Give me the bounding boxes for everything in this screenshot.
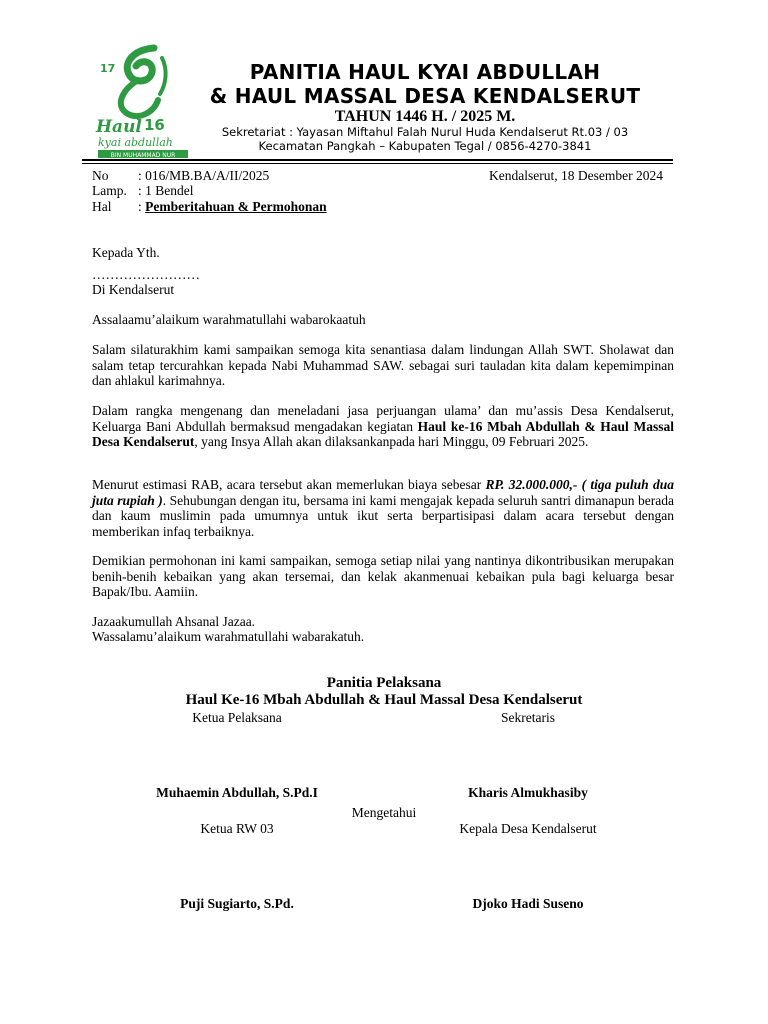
paragraph-1: Salam silaturakhim kami sampaikan semoga kita senantiasa dalam lindungan Allah SWT. Sholawat dan salam tetap tercurahkan kepada Nabi Muhammad SAW. sebagai suri tauladan kita dalam kepemimpinan dan ahlakul karimahnya. bbox=[92, 342, 674, 389]
role-village-head: Kepala Desa Kendalserut bbox=[459, 821, 597, 836]
budget-amount: RP. 32.000.000,- ( tiga puluh dua juta rupiah ) bbox=[92, 477, 674, 508]
role-chairman: Ketua Pelaksana bbox=[192, 710, 282, 725]
letter-attachment: Lamp. : 1 Bendel bbox=[92, 183, 194, 198]
letter-number: No : 016/MB.BA/A/II/2025 bbox=[92, 168, 270, 183]
closing-salam: Wassalamu’alaikum warahmatullahi wabarakatuh. bbox=[92, 629, 365, 644]
org-title-line1: PANITIA HAUL KYAI ABDULLAH bbox=[249, 60, 601, 84]
name-secretary: Kharis Almukhasiby bbox=[468, 785, 588, 800]
svg-text:16: 16 bbox=[144, 116, 165, 134]
closing-1: Jazaakumullah Ahsanal Jazaa. bbox=[92, 614, 256, 629]
district-contact: Kecamatan Pangkah – Kabupaten Tegal / 0856-4270-3841 bbox=[258, 139, 592, 153]
svg-text:kyai abdullah: kyai abdullah bbox=[98, 136, 173, 149]
committee-event: Haul Ke-16 Mbah Abdullah & Haul Massal Desa Kendalserut bbox=[185, 692, 583, 708]
secretariat-address: Sekretariat : Yayasan Miftahul Falah Nurul Huda Kendalserut Rt.03 / 03 bbox=[221, 125, 629, 139]
recipient-place: Di Kendalserut bbox=[92, 282, 175, 297]
name-chairman: Muhaemin Abdullah, S.Pd.I bbox=[156, 785, 318, 800]
opening-salam: Assalaamu’alaikum warahmatullahi wabarokaatuh bbox=[92, 312, 366, 327]
letter-subject: Hal : Pemberitahuan & Permohonan bbox=[92, 199, 327, 214]
role-rw-head: Ketua RW 03 bbox=[200, 821, 274, 836]
letter-date: Kendalserut, 18 Desember 2024 bbox=[489, 168, 663, 183]
recipient-greeting: Kepada Yth. bbox=[92, 245, 160, 260]
event-name: Haul ke-16 Mbah Abdullah & Haul Massal Desa Kendalserut bbox=[92, 418, 674, 450]
name-rw-head: Puji Sugiarto, S.Pd. bbox=[180, 896, 294, 911]
recipient-name: …………………… bbox=[92, 267, 200, 282]
name-village-head: Djoko Hadi Suseno bbox=[472, 896, 584, 911]
committee-title: Panitia Pelaksana bbox=[326, 675, 442, 691]
svg-text:Haul: Haul bbox=[96, 117, 142, 137]
paragraph-3: Menurut estimasi RAB, acara tersebut akan memerlukan biaya sebesar RP. 32.000.000,- ( tiga puluh dua juta rupiah ). Sehubungan dengan itu, bersama ini kami mengajak kepada seluruh santri dimanapun berada dan kaum muslimin pada umumnya untuk ikut serta berpartisipasi dalam acara tersebut dengan memberikan infaq terbaiknya. bbox=[92, 477, 675, 540]
svg-text:17: 17 bbox=[100, 62, 116, 75]
paragraph-2: Dalam rangka mengenang dan meneladani jasa perjuangan ulama’ dan mu’assis Desa Kendalserut, Keluarga Bani Abdullah bermaksud mengadakan kegiatan Haul ke-16 Mbah Abdullah & Haul Massal Desa Kendalserut, yang Insya Allah akan dilaksankanpada hari Minggu, 09 Februari 2025. bbox=[92, 403, 674, 450]
header-rule-thick bbox=[82, 159, 673, 161]
year-line: TAHUN 1446 H. / 2025 M. bbox=[334, 108, 516, 125]
svg-text:BIN MUHAMMAD NUR: BIN MUHAMMAD NUR bbox=[110, 152, 176, 159]
role-secretary: Sekretaris bbox=[501, 710, 555, 725]
paragraph-4: Demikian permohonan ini kami sampaikan, semoga setiap nilai yang nantinya dikontribusikan merupakan benih-benih kebaikan yang akan tersemai, dan kelak akanmenuai kebaikan pula bagi keluarga besar Bapak/Ibu. Aamiin. bbox=[92, 553, 674, 600]
org-title-line2: & HAUL MASSAL DESA KENDALSERUT bbox=[209, 84, 641, 108]
header-rule-thin bbox=[82, 163, 673, 164]
acknowledged-label: Mengetahui bbox=[351, 805, 417, 820]
